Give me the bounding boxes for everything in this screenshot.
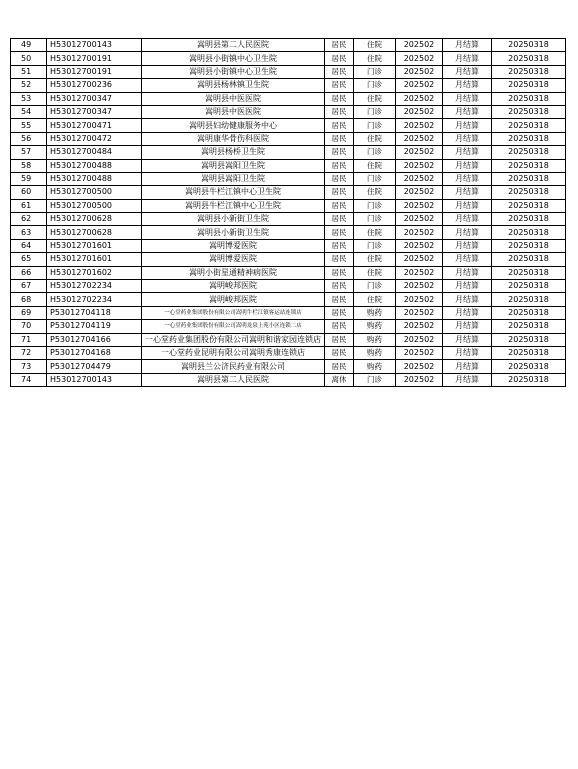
settlement-period-cell: 202502	[396, 132, 443, 145]
settlement-period-cell: 202502	[396, 360, 443, 373]
settlement-date-cell: 20250318	[492, 346, 566, 359]
institution-name-cell: 嵩明县小新街卫生院	[142, 213, 325, 226]
settlement-date-cell: 20250318	[492, 146, 566, 159]
visit-type-cell: 购药	[354, 306, 396, 319]
visit-type-cell: 住院	[354, 52, 396, 65]
settlement-period-cell: 202502	[396, 65, 443, 78]
settlement-period-cell: 202502	[396, 39, 443, 52]
row-number-cell: 70	[11, 320, 47, 333]
settlement-mode-cell: 月结算	[443, 266, 492, 279]
insured-type-cell: 居民	[325, 172, 354, 185]
visit-type-cell: 住院	[354, 266, 396, 279]
insured-type-cell: 居民	[325, 226, 354, 239]
institution-name-cell: 一心堂药业集团股份有限公司嵩明龙泉上苑小区连锁二店	[142, 320, 325, 333]
institution-code-cell: H53012702234	[47, 280, 142, 293]
institution-name-cell: 嵩明县中医医院	[142, 105, 325, 118]
table-row	[11, 186, 566, 199]
institution-name-cell: 嵩明县杨桥卫生院	[142, 146, 325, 159]
institution-name-cell: 嵩明县嵩阳卫生院	[142, 172, 325, 185]
row-number-cell: 69	[11, 306, 47, 319]
row-number-cell: 73	[11, 360, 47, 373]
row-number-cell: 64	[11, 239, 47, 252]
settlement-date-cell: 20250318	[492, 239, 566, 252]
settlement-mode-cell: 月结算	[443, 186, 492, 199]
table-row	[11, 132, 566, 145]
visit-type-cell: 购药	[354, 360, 396, 373]
visit-type-cell: 门诊	[354, 280, 396, 293]
insured-type-cell: 居民	[325, 186, 354, 199]
institution-name-cell: 嵩明县牛栏江镇中心卫生院	[142, 199, 325, 212]
settlement-mode-cell: 月结算	[443, 199, 492, 212]
settlement-date-cell: 20250318	[492, 226, 566, 239]
institution-name-cell: 嵩明小街星通精神病医院	[142, 266, 325, 279]
settlement-date-cell: 20250318	[492, 132, 566, 145]
settlement-mode-cell: 月结算	[443, 226, 492, 239]
insured-type-cell: 居民	[325, 105, 354, 118]
institution-code-cell: H53012700628	[47, 226, 142, 239]
settlement-period-cell: 202502	[396, 92, 443, 105]
settlement-period-cell: 202502	[396, 159, 443, 172]
insured-type-cell: 居民	[325, 293, 354, 306]
table-row	[11, 266, 566, 279]
institution-code-cell: H53012700488	[47, 172, 142, 185]
row-number-cell: 65	[11, 253, 47, 266]
row-number-cell: 58	[11, 159, 47, 172]
table-row	[11, 253, 566, 266]
row-number-cell: 49	[11, 39, 47, 52]
institution-code-cell: P53012704479	[47, 360, 142, 373]
settlement-sheet	[10, 38, 566, 387]
settlement-date-cell: 20250318	[492, 199, 566, 212]
settlement-period-cell: 202502	[396, 253, 443, 266]
settlement-date-cell: 20250318	[492, 39, 566, 52]
institution-code-cell: H53012701602	[47, 266, 142, 279]
institution-name-cell: 一心堂药业集团股份有限公司嵩明和谐家园连锁店	[142, 333, 325, 346]
row-number-cell: 59	[11, 172, 47, 185]
table-row	[11, 105, 566, 118]
institution-name-cell: 嵩明县中医医院	[142, 92, 325, 105]
settlement-period-cell: 202502	[396, 333, 443, 346]
row-number-cell: 56	[11, 132, 47, 145]
row-number-cell: 54	[11, 105, 47, 118]
row-number-cell: 63	[11, 226, 47, 239]
institution-name-cell: 嵩明县第二人民医院	[142, 373, 325, 386]
table-row	[11, 92, 566, 105]
institution-code-cell: H53012700143	[47, 39, 142, 52]
row-number-cell: 62	[11, 213, 47, 226]
table-row	[11, 373, 566, 386]
settlement-date-cell: 20250318	[492, 172, 566, 185]
institution-code-cell: H53012700628	[47, 213, 142, 226]
visit-type-cell: 门诊	[354, 172, 396, 185]
row-number-cell: 74	[11, 373, 47, 386]
row-number-cell: 57	[11, 146, 47, 159]
settlement-period-cell: 202502	[396, 199, 443, 212]
row-number-cell: 51	[11, 65, 47, 78]
settlement-date-cell: 20250318	[492, 186, 566, 199]
settlement-mode-cell: 月结算	[443, 320, 492, 333]
settlement-mode-cell: 月结算	[443, 132, 492, 145]
visit-type-cell: 住院	[354, 132, 396, 145]
institution-name-cell: 嵩明康华骨伤科医院	[142, 132, 325, 145]
institution-name-cell: 嵩明县杨林镇卫生院	[142, 79, 325, 92]
settlement-date-cell: 20250318	[492, 119, 566, 132]
institution-code-cell: H53012700484	[47, 146, 142, 159]
table-row	[11, 320, 566, 333]
table-row	[11, 146, 566, 159]
settlement-mode-cell: 月结算	[443, 79, 492, 92]
settlement-period-cell: 202502	[396, 186, 443, 199]
insured-type-cell: 居民	[325, 65, 354, 78]
settlement-period-cell: 202502	[396, 105, 443, 118]
settlement-period-cell: 202502	[396, 213, 443, 226]
table-row	[11, 346, 566, 359]
settlement-date-cell: 20250318	[492, 320, 566, 333]
row-number-cell: 55	[11, 119, 47, 132]
institution-name-cell: 嵩明博爱医院	[142, 253, 325, 266]
institution-code-cell: H53012700191	[47, 65, 142, 78]
institution-code-cell: H53012701601	[47, 253, 142, 266]
table-row	[11, 52, 566, 65]
visit-type-cell: 住院	[354, 293, 396, 306]
visit-type-cell: 门诊	[354, 213, 396, 226]
institution-name-cell: 一心堂药业昆明有限公司嵩明秀康连锁店	[142, 346, 325, 359]
settlement-period-cell: 202502	[396, 239, 443, 252]
institution-code-cell: P53012704168	[47, 346, 142, 359]
row-number-cell: 60	[11, 186, 47, 199]
row-number-cell: 72	[11, 346, 47, 359]
visit-type-cell: 住院	[354, 226, 396, 239]
settlement-date-cell: 20250318	[492, 105, 566, 118]
row-number-cell: 66	[11, 266, 47, 279]
insured-type-cell: 居民	[325, 146, 354, 159]
institution-name-cell: 嵩明县牛栏江镇中心卫生院	[142, 186, 325, 199]
visit-type-cell: 门诊	[354, 79, 396, 92]
insured-type-cell: 居民	[325, 199, 354, 212]
visit-type-cell: 住院	[354, 159, 396, 172]
insured-type-cell: 居民	[325, 213, 354, 226]
settlement-mode-cell: 月结算	[443, 159, 492, 172]
settlement-mode-cell: 月结算	[443, 146, 492, 159]
visit-type-cell: 门诊	[354, 146, 396, 159]
settlement-mode-cell: 月结算	[443, 172, 492, 185]
insured-type-cell: 居民	[325, 333, 354, 346]
settlement-date-cell: 20250318	[492, 360, 566, 373]
settlement-date-cell: 20250318	[492, 65, 566, 78]
visit-type-cell: 购药	[354, 346, 396, 359]
settlement-period-cell: 202502	[396, 320, 443, 333]
table-row	[11, 239, 566, 252]
row-number-cell: 68	[11, 293, 47, 306]
insured-type-cell: 居民	[325, 92, 354, 105]
table-row	[11, 79, 566, 92]
institution-code-cell: H53012701601	[47, 239, 142, 252]
insured-type-cell: 居民	[325, 119, 354, 132]
settlement-period-cell: 202502	[396, 346, 443, 359]
institution-name-cell: 嵩明县小街镇中心卫生院	[142, 65, 325, 78]
settlement-date-cell: 20250318	[492, 52, 566, 65]
insured-type-cell: 居民	[325, 266, 354, 279]
institution-code-cell: H53012700347	[47, 92, 142, 105]
settlement-mode-cell: 月结算	[443, 52, 492, 65]
insured-type-cell: 居民	[325, 320, 354, 333]
settlement-mode-cell: 月结算	[443, 105, 492, 118]
settlement-date-cell: 20250318	[492, 213, 566, 226]
table-row	[11, 39, 566, 52]
institution-name-cell: 嵩明博爱医院	[142, 239, 325, 252]
settlement-mode-cell: 月结算	[443, 346, 492, 359]
table-row	[11, 65, 566, 78]
settlement-period-cell: 202502	[396, 280, 443, 293]
settlement-date-cell: 20250318	[492, 79, 566, 92]
settlement-table	[10, 38, 566, 387]
insured-type-cell: 居民	[325, 132, 354, 145]
settlement-mode-cell: 月结算	[443, 373, 492, 386]
settlement-date-cell: 20250318	[492, 253, 566, 266]
settlement-period-cell: 202502	[396, 293, 443, 306]
institution-code-cell: H53012700143	[47, 373, 142, 386]
settlement-date-cell: 20250318	[492, 293, 566, 306]
settlement-period-cell: 202502	[396, 226, 443, 239]
institution-code-cell: H53012700500	[47, 186, 142, 199]
visit-type-cell: 门诊	[354, 119, 396, 132]
insured-type-cell: 居民	[325, 360, 354, 373]
visit-type-cell: 门诊	[354, 105, 396, 118]
institution-code-cell: P53012704119	[47, 320, 142, 333]
visit-type-cell: 门诊	[354, 239, 396, 252]
institution-code-cell: H53012700471	[47, 119, 142, 132]
institution-name-cell: 一心堂药业集团股份有限公司嵩明牛栏江镇客运站连锁店	[142, 306, 325, 319]
table-row	[11, 293, 566, 306]
visit-type-cell: 住院	[354, 253, 396, 266]
settlement-period-cell: 202502	[396, 172, 443, 185]
settlement-date-cell: 20250318	[492, 266, 566, 279]
institution-name-cell: 嵩明县妇幼健康服务中心	[142, 119, 325, 132]
settlement-mode-cell: 月结算	[443, 65, 492, 78]
institution-name-cell: 嵩明县第二人民医院	[142, 39, 325, 52]
row-number-cell: 53	[11, 92, 47, 105]
settlement-period-cell: 202502	[396, 373, 443, 386]
visit-type-cell: 住院	[354, 186, 396, 199]
insured-type-cell: 居民	[325, 306, 354, 319]
table-row	[11, 159, 566, 172]
table-row	[11, 360, 566, 373]
settlement-mode-cell: 月结算	[443, 280, 492, 293]
institution-code-cell: H53012700488	[47, 159, 142, 172]
settlement-period-cell: 202502	[396, 306, 443, 319]
table-row	[11, 306, 566, 319]
settlement-period-cell: 202502	[396, 266, 443, 279]
settlement-date-cell: 20250318	[492, 373, 566, 386]
visit-type-cell: 购药	[354, 333, 396, 346]
settlement-mode-cell: 月结算	[443, 306, 492, 319]
institution-code-cell: H53012700347	[47, 105, 142, 118]
table-row	[11, 280, 566, 293]
settlement-date-cell: 20250318	[492, 333, 566, 346]
visit-type-cell: 门诊	[354, 65, 396, 78]
institution-name-cell: 嵩明县嵩阳卫生院	[142, 159, 325, 172]
institution-code-cell: P53012704166	[47, 333, 142, 346]
insured-type-cell: 居民	[325, 159, 354, 172]
visit-type-cell: 门诊	[354, 373, 396, 386]
insured-type-cell: 居民	[325, 39, 354, 52]
institution-name-cell: 嵩明县兰公济民药业有限公司	[142, 360, 325, 373]
institution-code-cell: H53012702234	[47, 293, 142, 306]
visit-type-cell: 门诊	[354, 199, 396, 212]
settlement-mode-cell: 月结算	[443, 92, 492, 105]
table-row	[11, 172, 566, 185]
institution-name-cell: 嵩明峻邦医院	[142, 280, 325, 293]
institution-code-cell: H53012700191	[47, 52, 142, 65]
insured-type-cell: 居民	[325, 52, 354, 65]
visit-type-cell: 住院	[354, 92, 396, 105]
institution-name-cell: 嵩明县小新街卫生院	[142, 226, 325, 239]
settlement-period-cell: 202502	[396, 52, 443, 65]
settlement-mode-cell: 月结算	[443, 239, 492, 252]
institution-code-cell: H53012700500	[47, 199, 142, 212]
settlement-date-cell: 20250318	[492, 280, 566, 293]
insured-type-cell: 居民	[325, 253, 354, 266]
settlement-mode-cell: 月结算	[443, 293, 492, 306]
settlement-period-cell: 202502	[396, 119, 443, 132]
settlement-date-cell: 20250318	[492, 159, 566, 172]
settlement-date-cell: 20250318	[492, 306, 566, 319]
visit-type-cell: 住院	[354, 39, 396, 52]
settlement-mode-cell: 月结算	[443, 119, 492, 132]
insured-type-cell: 居民	[325, 346, 354, 359]
settlement-mode-cell: 月结算	[443, 360, 492, 373]
table-row	[11, 199, 566, 212]
institution-code-cell: P53012704118	[47, 306, 142, 319]
settlement-period-cell: 202502	[396, 146, 443, 159]
settlement-mode-cell: 月结算	[443, 213, 492, 226]
insured-type-cell: 居民	[325, 280, 354, 293]
table-row	[11, 213, 566, 226]
insured-type-cell: 居民	[325, 79, 354, 92]
visit-type-cell: 购药	[354, 320, 396, 333]
table-row	[11, 226, 566, 239]
insured-type-cell: 居民	[325, 239, 354, 252]
settlement-mode-cell: 月结算	[443, 39, 492, 52]
table-row	[11, 119, 566, 132]
institution-code-cell: H53012700472	[47, 132, 142, 145]
settlement-date-cell: 20250318	[492, 92, 566, 105]
row-number-cell: 52	[11, 79, 47, 92]
settlement-mode-cell: 月结算	[443, 333, 492, 346]
table-row	[11, 333, 566, 346]
insured-type-cell: 离休	[325, 373, 354, 386]
institution-code-cell: H53012700236	[47, 79, 142, 92]
row-number-cell: 67	[11, 280, 47, 293]
row-number-cell: 61	[11, 199, 47, 212]
settlement-mode-cell: 月结算	[443, 253, 492, 266]
settlement-period-cell: 202502	[396, 79, 443, 92]
institution-name-cell: 嵩明峻邦医院	[142, 293, 325, 306]
row-number-cell: 50	[11, 52, 47, 65]
row-number-cell: 71	[11, 333, 47, 346]
institution-name-cell: 嵩明县小街镇中心卫生院	[142, 52, 325, 65]
